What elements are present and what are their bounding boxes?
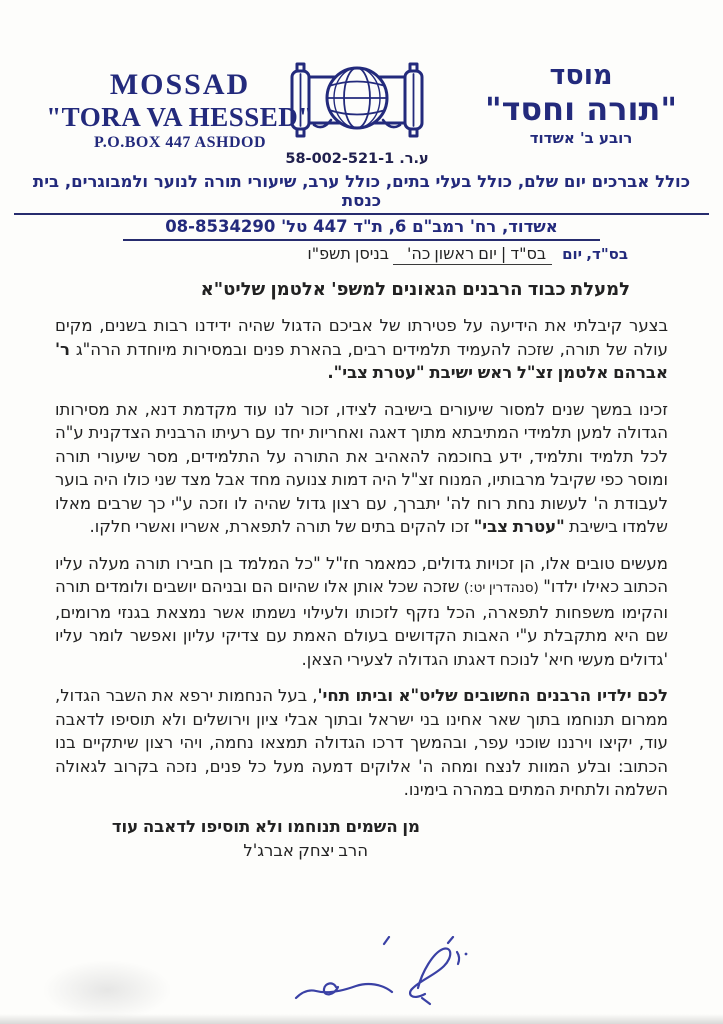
paragraph-3: מעשים טובים אלו, הן זכויות גדולים, כמאמר חז"ל "כל המלמד בן חבירו תורה מעלה עליו הכתוב כאילו ילדו" (סנהדרין יט:) שזכה שכל אותן אלו שהיום הם ובניהם יושבים ולומדים תורה והקימו משפחות לתפארה, הכל נזקף לזכותו ולעילוי נשמתו אשר נמצאת בגנזי מרומים, שם היא מתקבלת ע"י האבות הקדושים בעולם האמת עם צדיקי עליון ואפשר לומר עליו 'גדולים מעשי חיא' לנוכח דאגתו הגדולה לצעירי הצאן. [55, 553, 668, 669]
reg-value: 58-002-521-1 [285, 151, 395, 167]
paragraph-4: לכם ילדיו הרבנים החשובים שליט"א וביתו תחי', בעל הנחמות ירפא את השבר הגדול, ממרום תנוחמו בתוך שאר אחינו בני ישראל ובתוך אבלי ציון וירושלים ולא תוסיפו לדאבה עוד, יקיצו וירננו שוכני עפר, ובהמשך דרכו הגדולה תמצאו נחמה, ויהי רצון שיתקיים בנו הכתוב: ובלע המוות לנצח ומחה ה' אלוקים דמעה מעל כל פנים, נזכה בקרוב לגאולה השלמה ולתחית המתים במהרה בימינו. [55, 686, 668, 799]
handwritten-signature [272, 936, 500, 1010]
torah-scroll-globe-icon [281, 58, 433, 146]
banner-address-wrap [14, 217, 709, 241]
signer-name: הרב יצחק אברג'ל [243, 841, 368, 860]
salutation: למעלת כבוד הרבנים הגאונים למשפ' אלטמן שליט"א [200, 279, 630, 300]
closing-blessing: מן השמים תנוחמו ולא תוסיפו לדאבה עוד [111, 816, 420, 836]
paragraph-2: זכינו במשך שנים למסור שיעורים בישיבה לצידו, זכור לנו עוד מקדמת דנא, את מסירותו הגדולה למען תלמידי המתיבתא מתוך דאגה ואחריות יחד עם רעיתו הרבנית הצדקנית ע"ה לכל תלמיד ותלמיד, ידע בחוכמה להאהיב את התורה על התלמידים, מסר שיעורי תורה ומוסר כפי שקיבל מרבותיו, המנוח זצ"ל היה דמות צנועה מחד אבל מצד שני כולו היה בוער לעבודת ה' לעשות נחת רוח לה' יתברך, עם רצון גדול שהיה לו וזכה ע"י כך שרבים מאלו שלמדו בישיבת "עטרת צבי" זכו להקים בתים של תורה לתפארת, אשריו ואשרי חלקו. [55, 399, 668, 536]
letterhead-banner [14, 172, 709, 241]
org-title-english: "TORA VA HESSED" [46, 101, 314, 132]
org-name-english: MOSSAD [109, 68, 251, 101]
letter-body [55, 242, 668, 863]
logo-block [281, 58, 433, 167]
registration-number [281, 151, 433, 167]
letterhead-hebrew [461, 60, 701, 147]
date-preprinted-label: בס"ד, יום [562, 245, 628, 263]
scan-smudge [42, 960, 172, 1020]
banner-services-line: כולל אברכים יום שלם, כולל בעלי בתים, כולל ערב, שיעורי תורה לנוער ולמבוגרים, בית כנסת [14, 172, 709, 215]
org-name-hebrew: מוסד [549, 60, 613, 91]
scan-edge-shadow [0, 1014, 723, 1024]
reg-label: ע.ר. [399, 151, 429, 167]
date-month-year: בניסן תשפ"ו [307, 244, 389, 263]
org-pobox: P.O.BOX 447 ASHDOD [94, 133, 266, 151]
banner-address-line: אשדוד, רח' רמב"ם 6, ת"ד 447 טל' 08-8534290 [123, 217, 600, 241]
paragraph-1: בצער קיבלתי את הידיעה על פטירתו של אביכם הדגול שהיה ידידנו רבות בשנים, מקים עולה של תורה, שזכה להעמיד תלמידים רבים, בהארת פנים ובמסירות מיוחדת הרה"ג ר' אברהם אלטמן זצ"ל ראש ישיבת "עטרת צבי". [55, 316, 668, 382]
date-line [55, 242, 628, 266]
date-value-underlined: בס"ד | יום ראשון כה' [393, 244, 552, 265]
org-district: רובע ב' אשדוד [529, 128, 633, 147]
org-title-hebrew: "תורה וחסד" [484, 90, 678, 129]
